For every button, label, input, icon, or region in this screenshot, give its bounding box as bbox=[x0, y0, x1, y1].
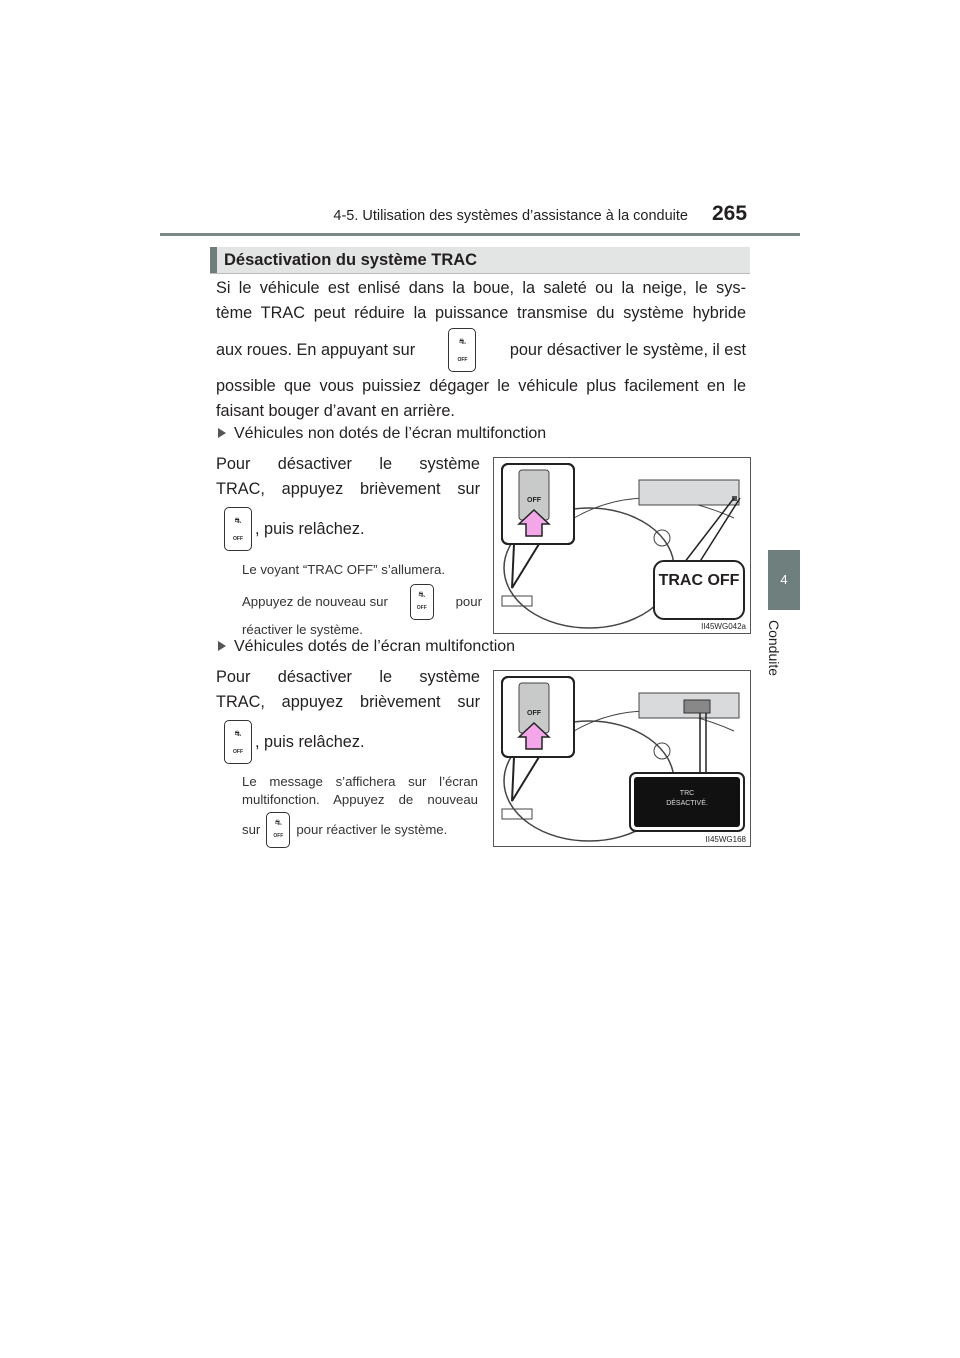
text-line: TRAC, appuyez brièvement sur bbox=[216, 480, 480, 498]
chapter-tab bbox=[768, 550, 800, 610]
text-line: réactiver le système. bbox=[242, 622, 363, 637]
triangle-bullet-icon bbox=[218, 428, 226, 438]
trac-off-button-icon: ⛐ OFF bbox=[266, 812, 290, 848]
text: TRC bbox=[679, 790, 695, 797]
text-line bbox=[216, 326, 746, 374]
trac-off-button-icon: ⛐ OFF bbox=[224, 507, 252, 551]
text: , puis relâchez. bbox=[255, 519, 365, 538]
dashboard-illustration bbox=[494, 458, 750, 633]
text-line: Si le véhicule est enlisé dans la boue, la saleté ou la neige, le sys- bbox=[216, 279, 746, 297]
text-line: TRAC, appuyez brièvement sur bbox=[216, 693, 480, 711]
trac-off-callout: TRAC OFF bbox=[658, 572, 740, 589]
subheading-2 bbox=[218, 638, 515, 656]
intro-paragraph bbox=[216, 276, 746, 424]
subheading-1 bbox=[218, 425, 546, 443]
button-off-label: OFF bbox=[527, 710, 541, 717]
figure-dashboard-1 bbox=[493, 457, 751, 634]
text-line: Pour désactiver le système bbox=[216, 455, 480, 473]
header-section: 4-5. Utilisation des systèmes d’assistance à la conduite bbox=[333, 208, 688, 224]
text: pour bbox=[455, 594, 482, 609]
text-line: tème TRAC peut réduire la puissance transmise du système hybride bbox=[216, 304, 746, 322]
text-line: faisant bouger d’avant en arrière. bbox=[216, 402, 455, 420]
text: Appuyez de nouveau sur bbox=[242, 594, 388, 609]
block2-note bbox=[242, 772, 478, 848]
text: pour désactiver le système, il est bbox=[509, 340, 746, 359]
trac-off-button-icon: ⛐ OFF bbox=[224, 720, 252, 764]
chapter-number: 4 bbox=[780, 572, 788, 587]
text: , puis relâchez. bbox=[255, 732, 365, 751]
text: pour réactiver le système. bbox=[296, 822, 448, 837]
text-line bbox=[216, 506, 480, 552]
button-off-label: OFF bbox=[527, 497, 541, 504]
triangle-bullet-icon bbox=[218, 641, 226, 651]
section-title-bar bbox=[210, 247, 750, 274]
text-line: possible que vous puissiez dégager le véhicule plus facilement en le bbox=[216, 377, 746, 395]
section-title: Désactivation du système TRAC bbox=[224, 251, 478, 269]
dashboard-illustration bbox=[494, 671, 750, 846]
text-line: Le voyant “TRAC OFF” s’allumera. bbox=[242, 562, 445, 577]
page-number: 265 bbox=[712, 202, 748, 225]
text-line bbox=[242, 812, 478, 848]
text: Véhicules dotés de l’écran multifonction bbox=[234, 638, 516, 655]
multifunction-display-message bbox=[634, 789, 740, 809]
block1-note bbox=[242, 560, 482, 640]
text-line: Pour désactiver le système bbox=[216, 668, 480, 686]
block1-text bbox=[216, 452, 480, 552]
text: sur bbox=[242, 822, 261, 837]
trac-off-button-icon: ⛐ OFF bbox=[410, 584, 434, 620]
text: aux roues. En appuyant sur bbox=[216, 340, 416, 359]
text: DÉSACTIVÉ. bbox=[666, 800, 708, 807]
chapter-label: Conduite bbox=[766, 620, 782, 677]
figure-dashboard-2 bbox=[493, 670, 751, 847]
trac-off-button-icon: ⛐ OFF bbox=[448, 328, 476, 372]
text-line: multifonction. Appuyez de nouveau bbox=[242, 792, 478, 807]
block2-text bbox=[216, 665, 480, 765]
header-rule bbox=[160, 233, 800, 236]
figure-code: II45WG168 bbox=[705, 835, 746, 844]
text-line bbox=[216, 719, 480, 765]
text-line: Le message s’affichera sur l’écran bbox=[242, 774, 478, 789]
figure-code: II45WG042a bbox=[701, 622, 746, 631]
text-line bbox=[242, 584, 482, 620]
text: Véhicules non dotés de l’écran multifonction bbox=[234, 425, 547, 442]
